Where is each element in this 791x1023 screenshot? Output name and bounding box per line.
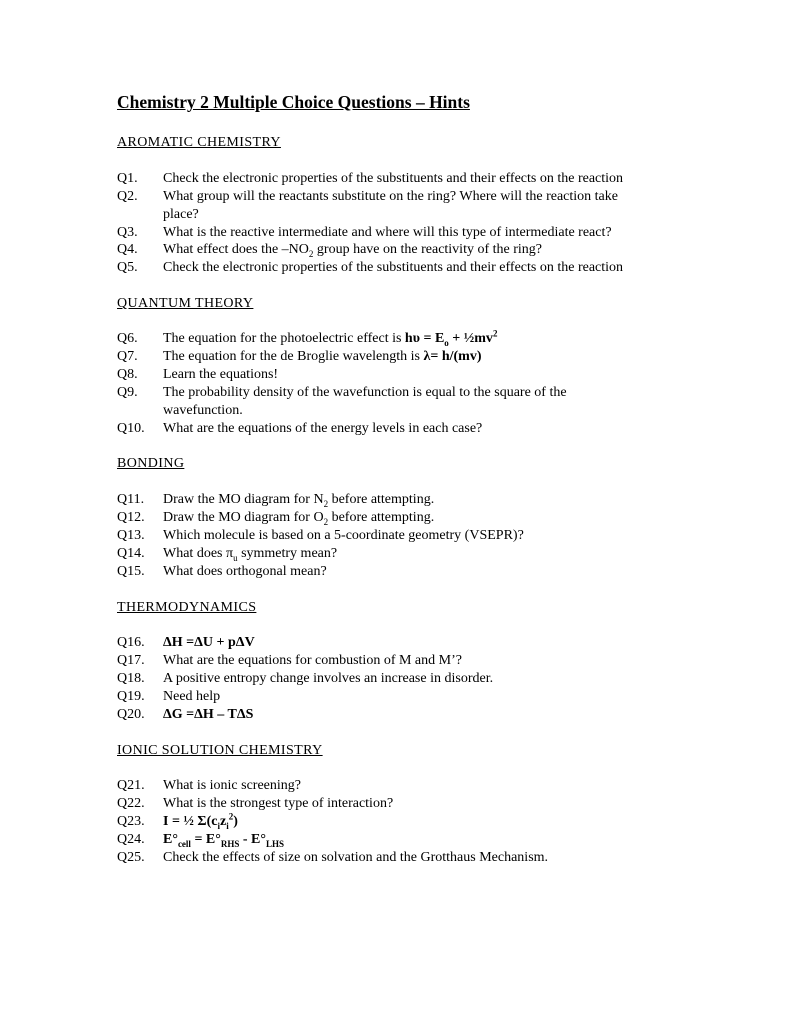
question-number: Q5. bbox=[117, 260, 138, 275]
question-number: Q1. bbox=[117, 171, 138, 186]
question-number: Q20. bbox=[117, 707, 145, 722]
question-hint: What effect does the $-NO_2$ group have on the reactivity of the ring? bbox=[163, 242, 542, 259]
question-hint: Which molecule is based on a 5-coordinate geometry (VSEPR)? bbox=[163, 528, 524, 543]
question-hint-continued: wavefunction. bbox=[163, 403, 243, 418]
question-number: Q23. bbox=[117, 814, 145, 829]
question-hint: Draw the MO diagram for $O_2$ before attempting. bbox=[163, 510, 435, 527]
question-hint: Check the effects of size on solvation and the Grotthaus Mechanism. bbox=[163, 850, 549, 865]
question-hint: A positive entropy change involves an increase in disorder. bbox=[163, 671, 494, 686]
question-number: Q15. bbox=[117, 564, 145, 579]
question-hint: Check the electronic properties of the substituents and their effects on the reaction bbox=[163, 171, 624, 186]
question-number: Q19. bbox=[117, 689, 145, 704]
question-hint: Learn the equations! bbox=[163, 367, 279, 382]
question-number: Q10. bbox=[117, 421, 145, 436]
question-number: Q2. bbox=[117, 189, 138, 204]
question-number: Q21. bbox=[117, 778, 145, 793]
question-number: Q16. bbox=[117, 635, 145, 650]
section-heading-aromatic: AROMATIC CHEMISTRY bbox=[117, 135, 281, 150]
question-hint: What are the equations for combustion of M and M’? bbox=[163, 653, 462, 668]
question-number: Q11. bbox=[117, 492, 145, 507]
section-heading-ionic: IONIC SOLUTION CHEMISTRY bbox=[117, 743, 323, 758]
question-hint: Need help bbox=[163, 689, 221, 704]
question-hint: Check the electronic properties of the substituents and their effects on the reaction bbox=[163, 260, 624, 275]
question-number: Q25. bbox=[117, 850, 145, 865]
question-number: Q17. bbox=[117, 653, 145, 668]
question-number: Q6. bbox=[117, 331, 138, 346]
question-hint: What are the equations of the energy levels in each case? bbox=[163, 421, 483, 436]
question-number: Q7. bbox=[117, 349, 138, 364]
question-number: Q18. bbox=[117, 671, 145, 686]
question-hint: Draw the MO diagram for $N_2$ before attempting. bbox=[163, 492, 435, 509]
question-number: Q22. bbox=[117, 796, 145, 811]
equation: λ= h/(mv) bbox=[423, 349, 482, 364]
question-hint: What does orthogonal mean? bbox=[163, 564, 327, 579]
question-number: Q13. bbox=[117, 528, 145, 543]
question-number: Q14. bbox=[117, 546, 145, 561]
question-number: Q3. bbox=[117, 225, 138, 240]
question-hint: The equation for the photoelectric effect is $h\upsilon = E_o$ + $\frac{1}{2}mv^2$ bbox=[163, 328, 498, 348]
document-title: Chemistry 2 Multiple Choice Questions – Hints bbox=[117, 92, 470, 112]
question-hint: What is the reactive intermediate and where will this type of intermediate react? bbox=[163, 225, 612, 240]
question-number: Q12. bbox=[117, 510, 145, 525]
section-heading-bonding: BONDING bbox=[117, 456, 185, 471]
question-hint: What group will the reactants substitute on the ring? Where will the reaction take bbox=[163, 189, 618, 204]
question-hint: What is the strongest type of interaction? bbox=[163, 796, 394, 811]
question-number: Q24. bbox=[117, 832, 145, 847]
section-heading-thermodynamics: THERMODYNAMICS bbox=[117, 600, 257, 615]
equation: $E^\circ_{cell} = E^\circ_{RHS} - E^\circ_{LHS}$ bbox=[163, 832, 284, 849]
question-hint: What does $\pi_u$ symmetry mean? bbox=[163, 546, 338, 563]
question-number: Q8. bbox=[117, 367, 138, 382]
question-hint: The probability density of the wavefunction is equal to the square of the bbox=[163, 385, 567, 400]
question-number: Q9. bbox=[117, 385, 138, 400]
equation: $h\upsilon = E_o$ + $\frac{1}{2}mv^2$ bbox=[404, 328, 498, 348]
equation: ΔH =ΔU + pΔV bbox=[163, 635, 255, 650]
equation: I = ½ $\Sigma(c_iz_i^2)$ bbox=[163, 811, 238, 831]
equation: ΔG =ΔH – TΔS bbox=[163, 707, 254, 722]
question-hint: The equation for the de Broglie wavelength is λ= h/(mv) bbox=[163, 349, 482, 364]
question-hint-continued: place? bbox=[163, 207, 199, 222]
question-hint: What is ionic screening? bbox=[163, 778, 302, 793]
section-heading-quantum: QUANTUM THEORY bbox=[117, 296, 254, 311]
question-number: Q4. bbox=[117, 242, 138, 257]
